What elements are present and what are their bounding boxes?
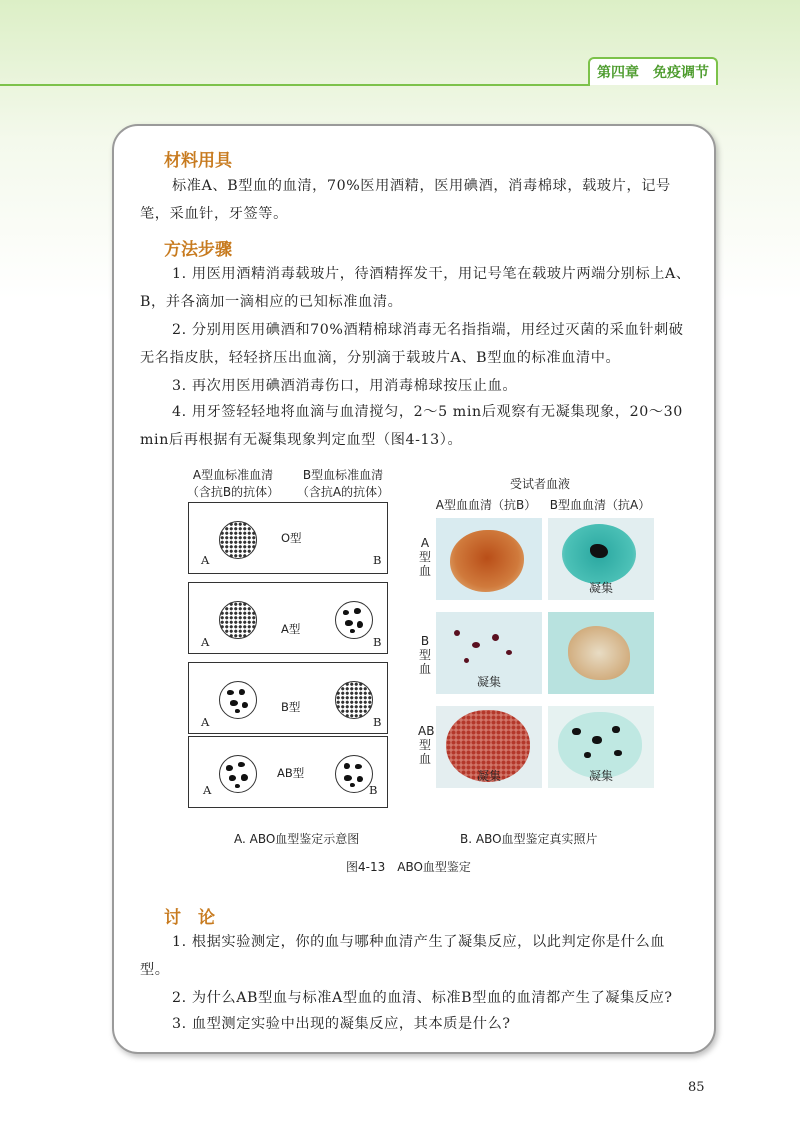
discussion-q1: 1. 根据实验测定，你的血与哪种血清产生了凝集反应，以此判定你是什么血型。 (140, 934, 666, 978)
method-step-3: 3. 再次用医用碘酒消毒伤口，用消毒棉球按压止血。 (172, 378, 518, 394)
page-number: 85 (688, 1080, 705, 1095)
photo-a-serum-b (548, 518, 654, 600)
photos-col-b: B型血血清（抗A） (549, 498, 651, 512)
chapter-number: 第四章 (597, 65, 639, 81)
slide-b-type (188, 662, 388, 734)
method-step-1: 1. 用医用酒精消毒载玻片，待酒精挥发干，用记号笔在载玻片两端分别标上A、B，并各滴加一滴相应的已知标准血清。 (140, 266, 691, 310)
slide-ab-type (188, 736, 388, 808)
serum-a-line1: A型血标准血清 (192, 468, 274, 482)
chapter-tab (588, 57, 718, 85)
method-step-4: 4. 用牙签轻轻地将血滴与血清搅匀，2～5 min后观察有无凝集现象，20～30 min后再根据有无凝集现象判定血型（图4-13）。 (140, 404, 683, 448)
slide-label-a: A (201, 635, 210, 649)
agglutination-label: 凝集 (588, 581, 613, 595)
slide-label-b: B (373, 635, 382, 649)
serum-b-header (288, 467, 398, 501)
discussion-q3: 3. 血型测定实验中出现的凝集反应，其本质是什么? (172, 1016, 511, 1032)
drop-b-smooth (335, 681, 373, 719)
slide-a-type (188, 582, 388, 654)
chapter-topic: 免疫调节 (653, 65, 709, 81)
drop-a-agglutinated (219, 681, 257, 719)
slide-label-a: A (203, 783, 212, 797)
header-rule (0, 84, 590, 86)
materials-text: 标准A、B型血的血清，70%医用酒精，医用碘酒，消毒棉球，载玻片，记号笔，采血针，牙签等。 (140, 178, 671, 222)
photo-ab-serum-b (548, 706, 654, 788)
slide-label-a: A (201, 553, 210, 567)
row-label-b: B型血 (418, 634, 431, 676)
diagram-caption: A. ABO血型鉴定示意图 (234, 832, 360, 846)
slide-label-b: B (373, 715, 382, 729)
photos-caption: B. ABO血型鉴定真实照片 (460, 832, 598, 846)
slide-type-label: B型 (281, 700, 301, 714)
method-step-2: 2. 分别用医用碘酒和70%酒精棉球消毒无名指指端，用经过灭菌的采血针刺破无名指皮肤，轻轻挤压出血滴，分别滴于载玻片A、B型血的标准血清中。 (140, 322, 684, 366)
agglutination-label: 凝集 (476, 769, 501, 783)
method-title: 方法步骤 (164, 240, 232, 260)
photos-col-a: A型血血清（抗B） (435, 498, 537, 512)
drop-a-smooth (219, 521, 257, 559)
discussion-title: 讨 论 (164, 908, 215, 928)
serum-b-line1: B型血标准血清 (302, 468, 384, 482)
drop-b-agglutinated (335, 601, 373, 639)
slide-label-a: A (201, 715, 210, 729)
slide-label-b: B (373, 553, 382, 567)
slide-o-type (188, 502, 388, 574)
drop-a-agglutinated (219, 755, 257, 793)
slide-type-label: A型 (281, 622, 301, 636)
slide-type-label: O型 (281, 531, 302, 545)
discussion-q2: 2. 为什么AB型血与标准A型血的血清、标准B型血的血清都产生了凝集反应? (172, 990, 673, 1006)
serum-a-line2: （含抗B的抗体） (186, 485, 280, 499)
serum-a-header (178, 467, 288, 501)
serum-b-line2: （含抗A的抗体） (296, 485, 390, 499)
photo-a-serum-a (436, 518, 542, 600)
slide-type-label: AB型 (277, 766, 305, 780)
photo-ab-serum-a (436, 706, 542, 788)
slide-label-b: B (369, 783, 378, 797)
figure-caption: 图4-13 ABO血型鉴定 (346, 860, 471, 874)
photo-b-serum-b (548, 612, 654, 694)
agglutination-label: 凝集 (588, 769, 613, 783)
row-label-a: A型血 (418, 536, 431, 578)
materials-title: 材料用具 (164, 151, 232, 171)
agglutination-label: 凝集 (476, 675, 501, 689)
drop-a-smooth (219, 601, 257, 639)
drop-b-agglutinated (335, 755, 373, 793)
photo-b-serum-a (436, 612, 542, 694)
row-label-ab: AB型血 (418, 724, 435, 766)
photos-header: 受试者血液 (509, 477, 570, 491)
